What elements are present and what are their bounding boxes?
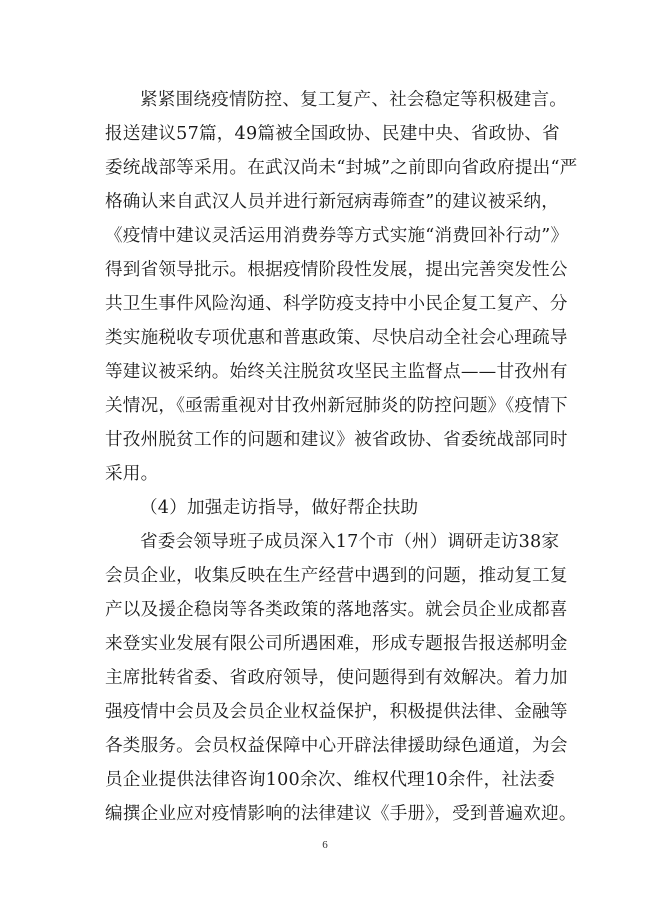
- text-line: 共卫生事件风险沟通、科学防疫支持中小民企复工复产、分: [105, 294, 568, 314]
- text-line: 报送建议57篇，49篇被全国政协、民建中央、省政协、省: [105, 124, 560, 144]
- text-line: 类实施税收专项优惠和普惠政策、尽快启动全社会心理疏导: [105, 328, 568, 348]
- text-line: 甘孜州脱贫工作的问题和建议》被省政协、省委统战部同时: [105, 430, 568, 450]
- text-line: 各类服务。会员权益保障中心开辟法律援助绿色通道，为会: [105, 736, 568, 756]
- text-line: 产以及援企稳岗等各类政策的落地落实。就会员企业成都喜: [105, 600, 568, 620]
- text-line: 关情况，《亟需重视对甘孜州新冠肺炎的防控问题》《疫情下: [105, 396, 568, 416]
- section-heading: （4）加强走访指导，做好帮企扶助: [140, 498, 419, 518]
- text-line: 等建议被采纳。始终关注脱贫攻坚民主监督点——甘孜州有: [105, 362, 568, 382]
- text-line: 紧紧围绕疫情防控、复工复产、社会稳定等积极建言。: [140, 90, 568, 110]
- text-line: 委统战部等采用。在武汉尚未“封城”之前即向省政府提出“严: [105, 158, 578, 178]
- text-line: 《疫情中建议灵活运用消费券等方式实施“消费回补行动”》: [105, 226, 569, 246]
- text-line: 员企业提供法律咨询100余次、维权代理10余件，社法委: [105, 770, 555, 790]
- text-line: 强疫情中会员及会员企业权益保护，积极提供法律、金融等: [105, 702, 568, 722]
- text-line: 来登实业发展有限公司所遇困难，形成专题报告报送郝明金: [105, 634, 568, 654]
- text-line: 格确认来自武汉人员并进行新冠病毒筛查”的建议被采纳，: [105, 192, 560, 212]
- text-line: 会员企业，收集反映在生产经营中遇到的问题，推动复工复: [105, 566, 568, 586]
- text-line: 得到省领导批示。根据疫情阶段性发展，提出完善突发性公: [105, 260, 568, 280]
- text-line: 主席批转省委、省政府领导，使问题得到有效解决。着力加: [105, 668, 568, 688]
- text-line: 编撰企业应对疫情影响的法律建议《手册》，受到普遍欢迎。: [105, 804, 577, 824]
- text-line: 采用。: [105, 464, 159, 484]
- text-line: 省委会领导班子成员深入17个市（州）调研走访38家: [140, 532, 560, 552]
- page-number: 6: [322, 839, 328, 851]
